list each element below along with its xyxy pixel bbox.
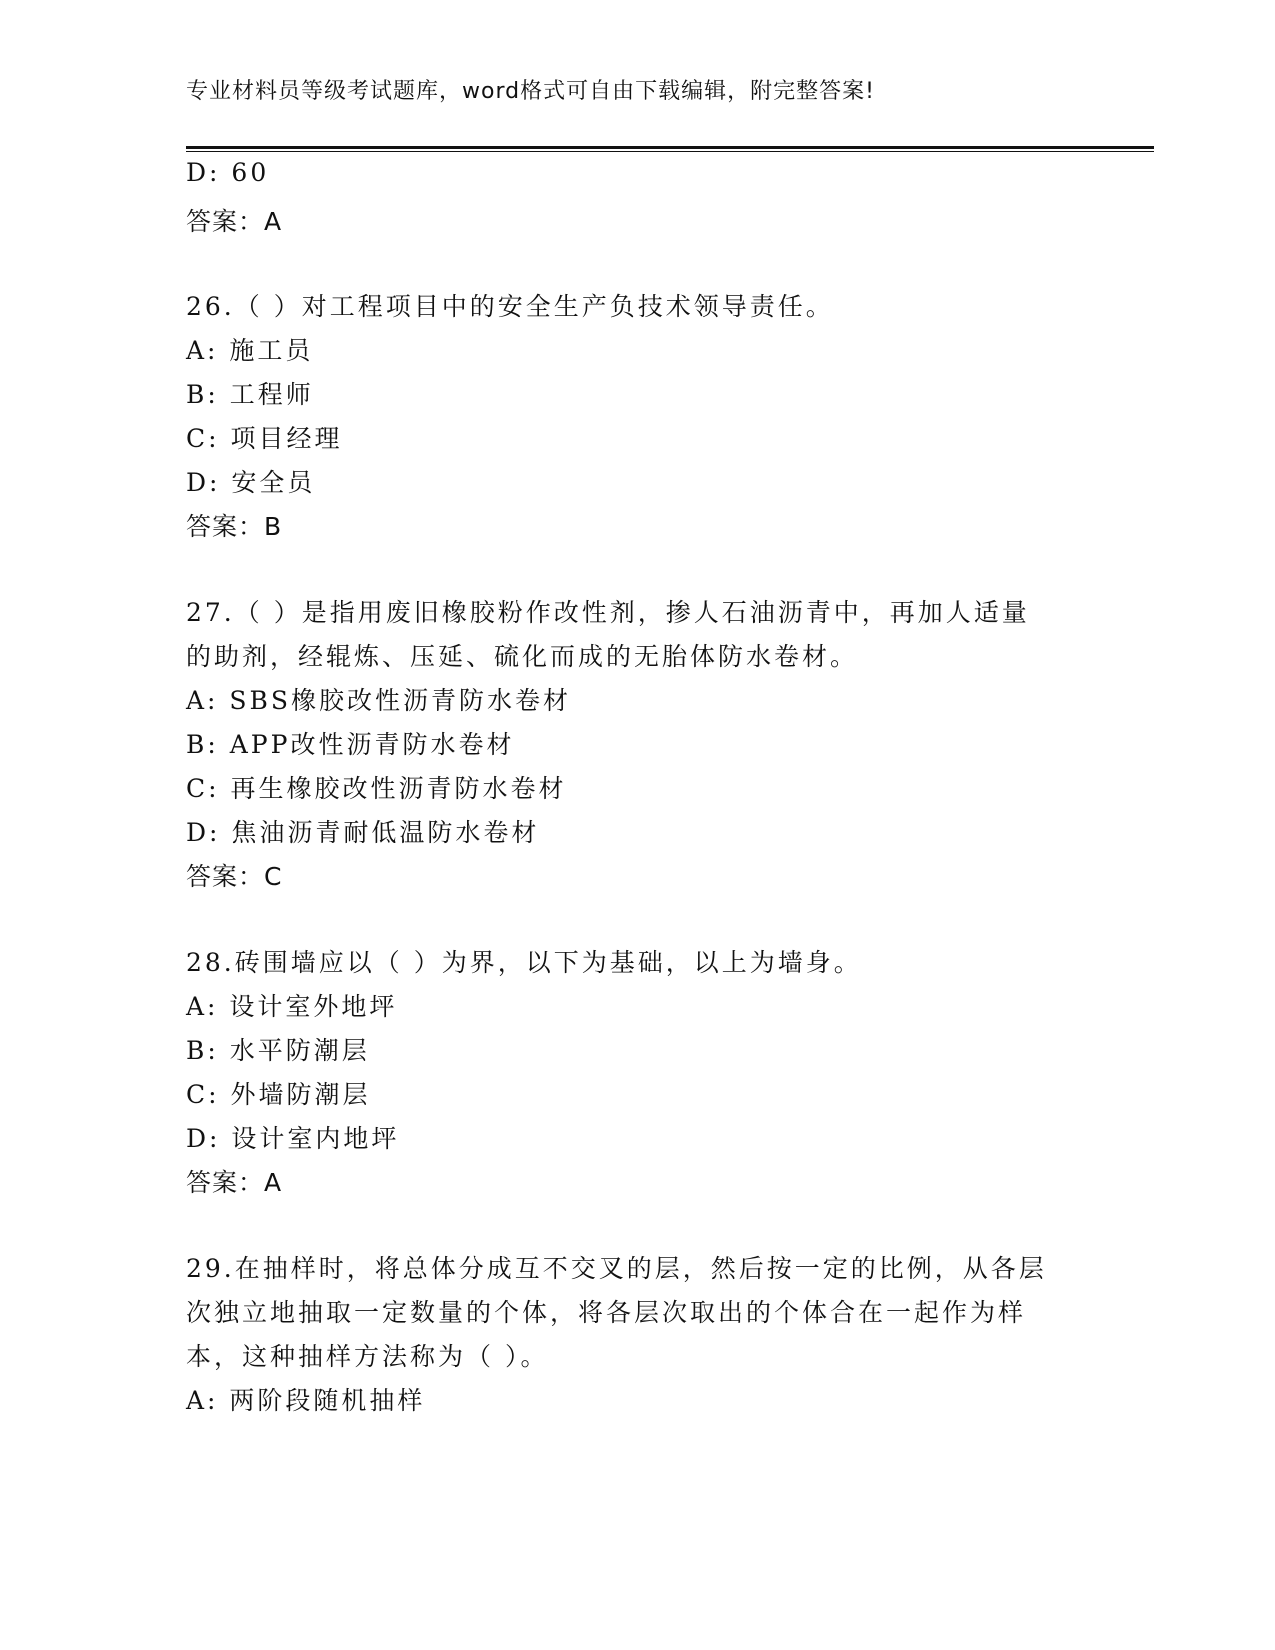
q26-option-d: D: 安全员 xyxy=(186,468,316,497)
q27-question-line-1: 27.（ ）是指用废旧橡胶粉作改性剂，掺人石油沥青中，再加人适量 xyxy=(186,598,1030,627)
q26-option-c: C: 项目经理 xyxy=(186,424,343,453)
q26-question: 26.（ ）对工程项目中的安全生产负技术领导责任。 xyxy=(186,292,834,321)
q29-option-a: A: 两阶段随机抽样 xyxy=(186,1386,426,1415)
page-header: 专业材料员等级考试题库，word格式可自由下载编辑，附完整答案! xyxy=(186,79,875,104)
q28-option-c: C: 外墙防潮层 xyxy=(186,1080,371,1109)
q28-question: 28.砖围墙应以（ ）为界，以下为基础，以上为墙身。 xyxy=(186,948,862,977)
q28-option-d: D: 设计室内地坪 xyxy=(186,1124,400,1153)
q27-option-c: C: 再生橡胶改性沥青防水卷材 xyxy=(186,774,567,803)
q28-answer: 答案：A xyxy=(186,1168,283,1197)
q26-answer: 答案：B xyxy=(186,512,283,541)
prev-answer: 答案：A xyxy=(186,207,283,236)
q28-option-b: B: 水平防潮层 xyxy=(186,1036,370,1065)
q27-question-line-2: 的助剂，经辊炼、压延、硫化而成的无胎体防水卷材。 xyxy=(186,642,859,671)
q29-question-line-3: 本，这种抽样方法称为（ ）。 xyxy=(186,1342,549,1371)
prev-option-d: D: 60 xyxy=(186,158,270,187)
q29-question-line-1: 29.在抽样时，将总体分成互不交叉的层，然后按一定的比例，从各层 xyxy=(186,1254,1047,1283)
q27-answer: 答案：C xyxy=(186,862,283,891)
q27-option-a: A: SBS橡胶改性沥青防水卷材 xyxy=(186,686,572,715)
q28-option-a: A: 设计室外地坪 xyxy=(186,992,398,1021)
header-rule-thin xyxy=(186,151,1154,152)
header-rule-thick xyxy=(186,146,1154,149)
q27-option-d: D: 焦油沥青耐低温防水卷材 xyxy=(186,818,540,847)
q29-question-line-2: 次独立地抽取一定数量的个体，将各层次取出的个体合在一起作为样 xyxy=(186,1298,1027,1327)
q26-option-a: A: 施工员 xyxy=(186,336,314,365)
q27-option-b: B: APP改性沥青防水卷材 xyxy=(186,730,515,759)
q26-option-b: B: 工程师 xyxy=(186,380,314,409)
